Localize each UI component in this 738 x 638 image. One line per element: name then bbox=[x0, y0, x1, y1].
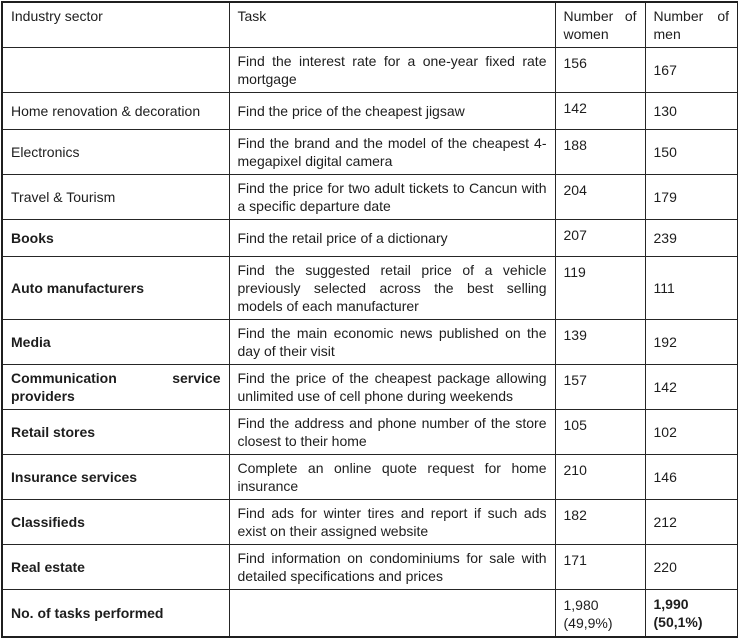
number-of-men-cell: 220 bbox=[645, 545, 738, 590]
industry-sector-cell bbox=[2, 48, 229, 93]
task-cell: Find the suggested retail price of a vehicle previously selected across the best selling models of each manufacturer bbox=[229, 257, 555, 320]
table-row bbox=[2, 410, 738, 455]
task-cell: Complete an online quote request for home insurance bbox=[229, 455, 555, 500]
number-of-men-cell: 150 bbox=[645, 130, 738, 175]
task-cell: Find the address and phone number of the store closest to their home bbox=[229, 410, 555, 455]
task-cell: Find the price of the cheapest package allowing unlimited use of cell phone during weekends bbox=[229, 365, 555, 410]
task-cell: Find the interest rate for a one-year fixed rate mortgage bbox=[229, 48, 555, 93]
task-cell: Find information on condominiums for sale with detailed specifications and prices bbox=[229, 545, 555, 590]
number-of-women-cell: 1,980 (49,9%) bbox=[555, 590, 645, 638]
table-header bbox=[2, 2, 738, 48]
table-row bbox=[2, 545, 738, 590]
industry-sector-cell: Auto manufacturers bbox=[2, 257, 229, 320]
table-row bbox=[2, 365, 738, 410]
number-of-men-cell: 102 bbox=[645, 410, 738, 455]
task-cell: Find the price for two adult tickets to Cancun with a specific departure date bbox=[229, 175, 555, 220]
table-row bbox=[2, 48, 738, 93]
table-body bbox=[2, 48, 738, 638]
task-cell: Find the price of the cheapest jigsaw bbox=[229, 93, 555, 130]
number-of-women-cell: 188 bbox=[555, 130, 645, 175]
document-page bbox=[0, 1, 738, 631]
table-row bbox=[2, 500, 738, 545]
industry-sector-cell: Classifieds bbox=[2, 500, 229, 545]
number-of-women-cell: 204 bbox=[555, 175, 645, 220]
number-of-men-cell: 130 bbox=[645, 93, 738, 130]
table-row bbox=[2, 93, 738, 130]
industry-sector-cell: Retail stores bbox=[2, 410, 229, 455]
table-row bbox=[2, 130, 738, 175]
column-header-number-of-women: Number of women bbox=[555, 2, 645, 48]
table-row bbox=[2, 220, 738, 257]
number-of-women-cell: 157 bbox=[555, 365, 645, 410]
number-of-men-cell: 111 bbox=[645, 257, 738, 320]
number-of-women-cell: 142 bbox=[555, 93, 645, 130]
table-row bbox=[2, 590, 738, 638]
table-row bbox=[2, 175, 738, 220]
task-cell: Find the retail price of a dictionary bbox=[229, 220, 555, 257]
number-of-men-cell: 179 bbox=[645, 175, 738, 220]
number-of-women-cell: 182 bbox=[555, 500, 645, 545]
industry-sector-cell: Travel & Tourism bbox=[2, 175, 229, 220]
industry-sector-cell: Books bbox=[2, 220, 229, 257]
industry-sector-cell: Electronics bbox=[2, 130, 229, 175]
number-of-women-cell: 139 bbox=[555, 320, 645, 365]
column-header-number-of-men: Number of men bbox=[645, 2, 738, 48]
task-cell: Find the brand and the model of the cheapest 4-megapixel digital camera bbox=[229, 130, 555, 175]
column-header-task: Task bbox=[229, 2, 555, 48]
number-of-women-cell: 207 bbox=[555, 220, 645, 257]
header-row bbox=[2, 2, 738, 48]
number-of-men-cell: 167 bbox=[645, 48, 738, 93]
number-of-men-cell: 146 bbox=[645, 455, 738, 500]
industry-sector-cell: Real estate bbox=[2, 545, 229, 590]
number-of-men-cell: 239 bbox=[645, 220, 738, 257]
industry-sector-cell: Home renovation & decoration bbox=[2, 93, 229, 130]
table-row bbox=[2, 455, 738, 500]
industry-sector-cell: Insurance services bbox=[2, 455, 229, 500]
industry-sector-cell: No. of tasks performed bbox=[2, 590, 229, 638]
industry-sector-cell: Communication service providers bbox=[2, 365, 229, 410]
table-row bbox=[2, 320, 738, 365]
number-of-men-cell: 142 bbox=[645, 365, 738, 410]
number-of-men-cell: 192 bbox=[645, 320, 738, 365]
task-cell bbox=[229, 590, 555, 638]
task-cell: Find ads for winter tires and report if such ads exist on their assigned website bbox=[229, 500, 555, 545]
number-of-men-cell: 212 bbox=[645, 500, 738, 545]
task-cell: Find the main economic news published on the day of their visit bbox=[229, 320, 555, 365]
number-of-women-cell: 171 bbox=[555, 545, 645, 590]
number-of-women-cell: 105 bbox=[555, 410, 645, 455]
number-of-men-cell: 1,990 (50,1%) bbox=[645, 590, 738, 638]
column-header-industry-sector: Industry sector bbox=[2, 2, 229, 48]
industry-sector-cell: Media bbox=[2, 320, 229, 365]
table-row bbox=[2, 257, 738, 320]
number-of-women-cell: 210 bbox=[555, 455, 645, 500]
tasks-by-sector-table bbox=[1, 1, 738, 638]
number-of-women-cell: 119 bbox=[555, 257, 645, 320]
number-of-women-cell: 156 bbox=[555, 48, 645, 93]
